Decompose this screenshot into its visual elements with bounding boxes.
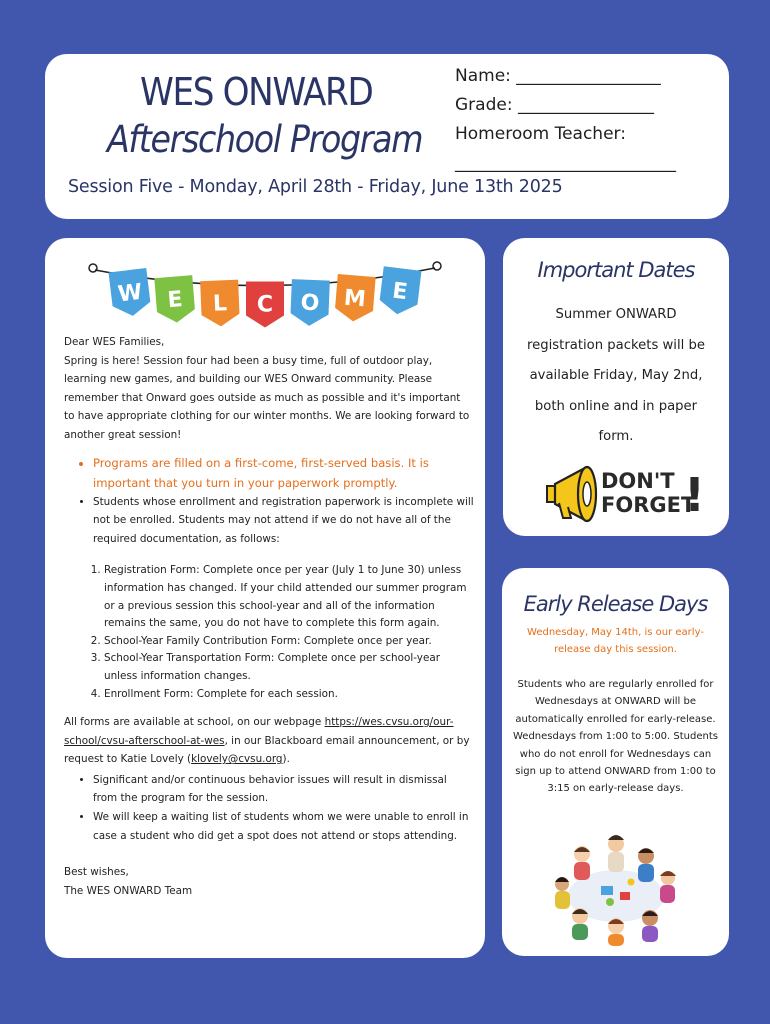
pennant-letter: O — [300, 290, 320, 317]
early-release-text: Students who are regularly enrolled for Wednesdays at ONWARD will be automatically enrolled for early-release. Wednesdays from 1:00 to 5:00. Students who do not enroll for Wednesdays can sign up to attend ONWARD from 1:00 to 3:15 on early-release days. — [513, 679, 718, 795]
header-card — [45, 54, 729, 219]
pennant-flag — [154, 275, 196, 324]
program-title: WES ONWARD — [140, 70, 373, 114]
behavior-list — [64, 771, 474, 845]
children-playing-icon — [546, 826, 686, 946]
list-item: • We will keep a waiting list of students whom we were unable to enroll in case a student who did get a spot does not attend or stops attending. — [93, 808, 474, 845]
required-forms-list — [64, 562, 474, 703]
list-item: 3. School-Year Transportation Form: Complete once per school-year unless information changes. — [104, 650, 474, 685]
homeroom-teacher-label: Homeroom Teacher: — [455, 124, 626, 144]
pennant-letter: C — [256, 292, 274, 318]
name-field: Name: _________________ — [455, 66, 661, 86]
early-release-card — [502, 568, 729, 956]
forms-text: ). — [282, 753, 290, 766]
letter-greeting: Dear WES Families, — [64, 336, 165, 348]
dont-text: DON'T — [601, 469, 675, 493]
forms-availability — [64, 713, 474, 769]
policy-list — [64, 453, 474, 549]
pennant-letter: W — [116, 279, 144, 308]
pennant-flag — [334, 274, 376, 323]
important-dates-text: Summer ONWARD registration packets will be available Friday, May 2nd, both online and in paper form. — [527, 307, 705, 444]
forget-text: FORGET — [601, 493, 696, 517]
important-dates-heading: Important Dates — [537, 258, 695, 282]
session-dates: Session Five - Monday, April 28th - Friday, June 13th 2025 — [68, 177, 563, 197]
list-item: • Programs are filled on a first-come, first-served basis. It is important that you turn in your paperwork promptly. — [93, 453, 474, 493]
list-item: 4. Enrollment Form: Complete for each session. — [104, 686, 474, 704]
important-dates-card — [503, 238, 729, 536]
pennant-flag — [200, 280, 240, 327]
megaphone-icon — [541, 456, 705, 526]
signature: The WES ONWARD Team — [64, 884, 193, 897]
forms-text: All forms are available at school, on our webpage — [64, 716, 322, 729]
pennant-letter: E — [390, 278, 409, 306]
program-subtitle: Afterschool Program — [107, 118, 423, 161]
pennant-flag — [378, 266, 421, 316]
student-info-fields — [455, 62, 676, 178]
list-item: 1. Registration Form: Complete once per year (July 1 to June 30) unless information has changed. If your child attended our summer program or a previous session this school-year and all of the information remains the same, you do not have to complete this form again. — [104, 562, 474, 632]
list-item: • Students whose enrollment and registration paperwork is incomplete will not be enrolled. Students may not attend if we do not have all of the required documentation, as follows: — [93, 493, 474, 549]
pennant-flag — [290, 279, 330, 326]
email-link[interactable]: klovely@cvsu.org — [191, 753, 283, 766]
forms-text: , in our Blackboard email announcement, or by request to Katie Lovely ( — [64, 734, 470, 766]
list-item: • Significant and/or continuous behavior issues will result in dismissal from the program for the session. — [93, 771, 474, 808]
homeroom-teacher-line: __________________________ — [455, 153, 676, 173]
exclamation-mark: ! — [684, 468, 705, 522]
pennant-flag — [246, 282, 284, 328]
signoff: Best wishes, — [64, 866, 129, 879]
early-release-date: Wednesday, May 14th, is our early-release day this session. — [527, 627, 704, 656]
pennant-letter: M — [342, 285, 367, 313]
webpage-link[interactable]: https://wes.cvsu.org/our-school/cvsu-afterschool-at-wes — [64, 716, 454, 747]
letter-card — [45, 238, 485, 958]
letter-body — [64, 333, 474, 900]
list-item: 2. School-Year Family Contribution Form: Complete once per year. — [104, 633, 474, 651]
early-release-heading: Early Release Days — [523, 592, 708, 616]
grade-field: Grade: ________________ — [455, 95, 654, 115]
welcome-banner — [85, 252, 445, 342]
pennant-letter: L — [212, 291, 228, 317]
pennant-letter: E — [166, 287, 184, 314]
letter-intro: Spring is here! Session four had been a busy time, full of outdoor play, learning new games, and building our WES Onward community. Please remember that Onward goes outside as much as possible and it's important to have appropriate clothing for our winter months. We are looking forward to another great session! — [64, 354, 470, 441]
pennant-flag — [109, 268, 152, 318]
